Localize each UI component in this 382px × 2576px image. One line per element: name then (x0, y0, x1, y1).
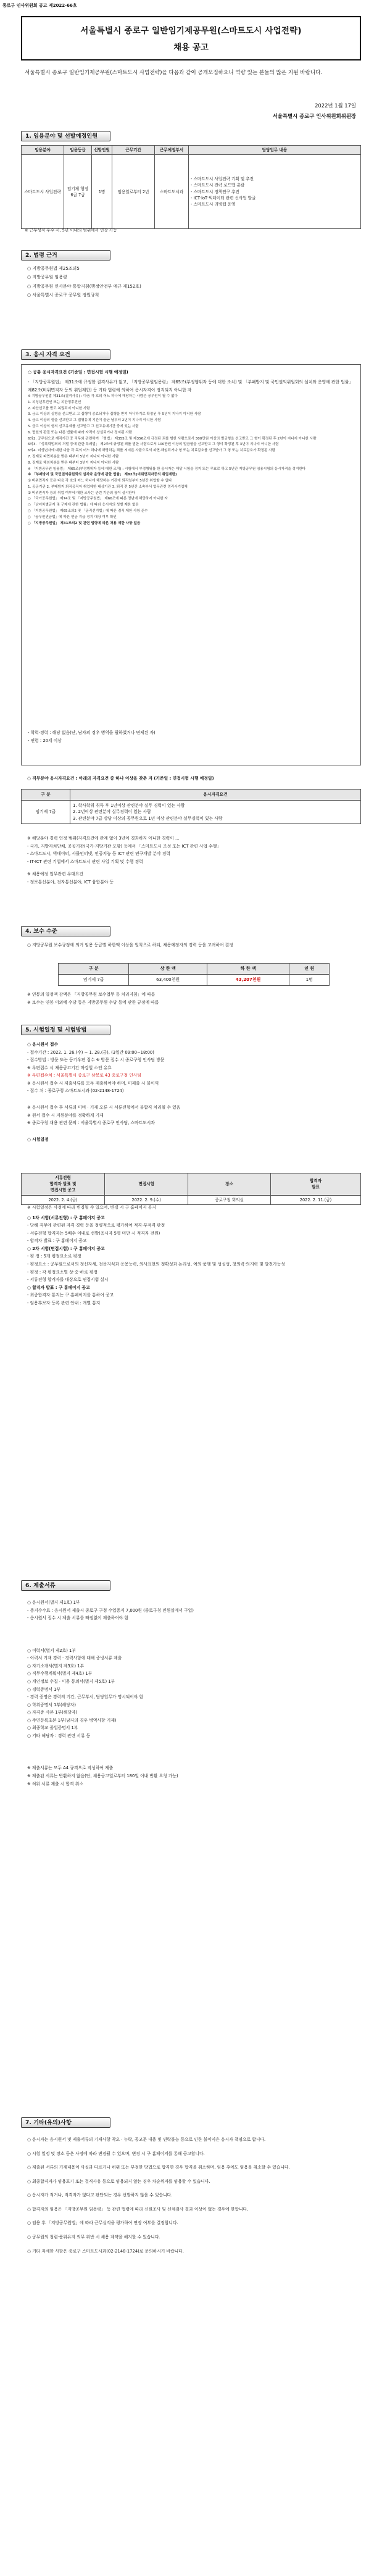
misc-line: ○ 합격자의 임용은 「지방공무원 임용령」 등 관련 법령에 따라 신원조사 및 신체검사 결과 이상이 없는 경우에 한합니다. (27, 2206, 249, 2212)
detail-req-line: 1. 학사학위 취득 후 1년이상 관련분야 실무 경력이 있는 사람 (73, 802, 185, 808)
after-line: - 스마트도시, 빅데이터, 사물인터넷, 인공지능 등 ICT 관련 연구개발 분야 경력 (27, 851, 170, 857)
cell-grade: 임기제 행정6급 7급 (64, 155, 92, 229)
misc-line: ○ 최종합격자가 임용포기 또는 결격사유 등으로 임용되지 않는 경우 차순위자를 임용할 수 있습니다. (27, 2178, 210, 2184)
after-line: ※ 해당분야 경력 인정 범위(자격요건에 관계 없이 3년이 경과하지 아니한 경력이 ... (27, 836, 180, 841)
title-line2: 채용 공고 (173, 42, 209, 52)
method-line: - 당해 직무에 관련된 자격·경력 등을 정량적으로 평가하여 적격·부적격 판정 (27, 1223, 165, 1228)
salary-table (58, 963, 330, 986)
doc-note: ※ 제출서류는 모두 A4 규격으로 작성하여 제출 (27, 1765, 114, 1771)
schedule-table (21, 1173, 361, 1205)
qual-head: ○ 공통 응시자격요건 (기준일 : 면접시험 시행 예정일) (28, 370, 128, 375)
section-7-heading: 7. 기타(유의)사항 (21, 2117, 110, 2128)
notice-date: 2022년 1월 17일 (315, 102, 356, 109)
exam-recv (27, 1041, 357, 1143)
title-box (21, 16, 361, 60)
th-sched-doc: 서류전형 합격자 발표 및 면접시험 공고 (22, 1173, 105, 1196)
qual-line: ○ 「국가공무원법」 제74조 및 「지방공무원법」 제66조에 따른 정년에 해당하지 아니한 자 (28, 497, 168, 501)
qual-line: - 「지방공무원법」 제31조에 규정한 결격사유가 없고, 「지방공무원임용령」 제65조(부정행위자 등에 대한 조치) 및 「부패방지 및 국민권익위원회의 설치와 운영에 관한 법률」 제82조(비위면직자 등의 취업제한) 등 기타 법령에 의하여 응시자격이 정지되지 아니한 자 (28, 380, 354, 393)
qual-line: ※ 「지방공무원 임용령」 제65조(부정행위자 등에 대한 조치) : 시험에서 부정행위를 한 응시자는 해당 시험을 정지 또는 무효로 하고 5년간 지방공무원 임용시험의 응시자격을 정지한다 (28, 467, 306, 471)
qual-line: 3. 금고 이상의 실형을 선고받고 그 집행이 종료되거나 집행을 받지 아니하기로 확정된 후 5년이 지나지 아니한 사람 (28, 412, 201, 417)
cell-sched-doc: 2022. 2. 4.(금) (22, 1195, 105, 1204)
salary-note: ※ 연봉의 일정액 감액은 「지방공무원 보수업무 등 처리지침」에 따름 (27, 992, 156, 997)
th-sched-place: 장소 (188, 1173, 271, 1196)
misc-line: ○ 응시자는 응시원서 및 제출서류의 기재사항 착오 · 누락, 공고문 내용 및 연락불능 등으로 인한 불이익은 응시자 책임으로 합니다. (27, 2137, 266, 2142)
exam-recv-line: ※ 우편접수처 : 서울특별시 종로구 삼봉로 43 종로구청 인사팀 (27, 1073, 141, 1078)
cell-sched-pass: 2022. 2. 11.(금) (270, 1195, 360, 1204)
cell-detail-label: 임기제 7급 (22, 800, 70, 824)
doc-line: ○ 경력증명서 1부 (27, 1686, 60, 1692)
cell-sal-div: 임기제 7급 (59, 974, 129, 985)
th-field: 임용분야 (22, 146, 64, 155)
doc-line: ○ 기타 해당자 : 경력 관련 서류 등 (27, 1733, 91, 1738)
exam-recv-line: ※ 응시원서 접수 시 제출서류를 모두 제출하여야 하며, 미제출 시 불이익 (27, 1080, 159, 1086)
law-item: ○ 지방공무원법 제25조의5 (27, 266, 80, 271)
law-list (27, 264, 141, 299)
section-2-heading: 2. 법령 근거 (21, 250, 110, 261)
qual-line: 4. 금고 이상의 형을 선고받고 그 집행유예 기간이 끝난 날부터 2년이 지나지 아니한 사람 (28, 419, 161, 423)
law-item: ○ 서울특별시 종로구 공무원 정원규칙 (27, 293, 99, 298)
method-line: ○ 2차 시험(면접시험) : 구 홈페이지 공고 (27, 1246, 105, 1251)
qual-line: 2. 파산선고를 받고 복권되지 아니한 사람 (28, 406, 90, 411)
th-count: 선발인원 (92, 146, 112, 155)
cell-count: 1명 (92, 155, 112, 229)
exam-recv-head: ○ 응시원서 접수 (27, 1042, 59, 1047)
misc-line: ○ 시험 일정 및 장소 등은 사정에 따라 변경될 수 있으며, 변경 시 구 홈페이지를 통해 공고합니다. (27, 2151, 205, 2156)
th-div: 구 분 (22, 790, 70, 801)
after-line: - IT·ICT 관련 기업에서 스마트도시 관련 사업 기획 및 수행 경력 (27, 859, 143, 864)
cell-sal-min: 43,207천원 (207, 974, 289, 985)
cell-sched-int: 2022. 2. 9.(수) (105, 1195, 188, 1204)
docs-list (27, 1599, 357, 1788)
qual-line: 7. 징계로 파면처분을 받은 때부터 5년이 지나지 아니한 사람 (28, 454, 119, 459)
method-line: - 평정 : 각 평정요소별 상·중·하로 평정 (27, 1269, 98, 1275)
exam-recv-line: ※ 우편접수 시 채용공고기간 마감일 소인 유효 (27, 1065, 112, 1070)
doc-line: - 응시원서 접수 시 제출 서류를 빠짐없이 제출하여야 함 (27, 1615, 129, 1621)
misc-line: ○ 제출된 서류의 기재내용이 사실과 다르거나 허위 또는 부정한 방법으로 합격한 경우 합격을 취소하며, 임용 후에도 임용을 취소할 수 있습니다. (27, 2165, 290, 2170)
method-line: - 임용후보자 등록 관련 안내 : 개별 통지 (27, 1300, 101, 1306)
exam-mid-line: ※ 응시원서 접수 후 서류의 미비 · 기재 오류 시 서류전형에서 불합격 처리될 수 있음 (27, 1104, 181, 1110)
th-grade: 임용등급 (64, 146, 92, 155)
doc-line: - 이력서 기재 경력 · 경력사항에 대해 증빙서류 제출 (27, 1656, 122, 1661)
cell-field: 스마트도시 사업전략 (22, 155, 64, 229)
th-period: 근무기간 (112, 146, 155, 155)
exam-mid-line: ※ 종로구청 채용 관련 문의 : 서울특별시 종로구 인사팀, 스마트도시과 (27, 1120, 155, 1126)
method-line: - 서류전형 합격자를 대상으로 면접시험 실시 (27, 1277, 109, 1283)
cell-sched-place: 종로구청 회의실 (188, 1195, 271, 1204)
th-sal-max: 상 한 액 (129, 964, 207, 975)
qual-line: ○ 「남녀차별금지 및 구제에 관한 법률」에 따라 응시자의 성별 제한 없음 (28, 503, 139, 507)
th-duty: 담당업무 내용 (189, 146, 361, 155)
table1-note: ※ 근무성적 우수 시, 5년 이내의 범위에서 연장 가능 (25, 228, 117, 233)
exam-recv-line: - 접수 처 : 종로구청 스마트도시과 (02-2148-1724) (27, 1088, 124, 1094)
exam-method (27, 1204, 357, 1307)
recruit-table (21, 145, 361, 229)
doc-line: ○ 학위증명서 1부(해당자) (27, 1702, 76, 1707)
law-item: ○ 지방공무원 임용령 (27, 275, 67, 280)
th-dept: 근무예정부서 (155, 146, 189, 155)
method-line: - 합격자 발표 : 구 홈페이지 공고 (27, 1238, 87, 1244)
cell-sal-cnt: 1명 (289, 974, 330, 985)
intro-text: 서울특별시 종로구 일반임기제공무원(스마트도시 사업전략)을 다음과 같이 공개모집하오니 역량 있는 분들의 많은 지원 바랍니다. (25, 70, 323, 76)
sched-note: ※ 시험일정은 사정에 따라 변경될 수 있으며, 변경 시 구 홈페이지 공지 (27, 1205, 156, 1210)
qual-line: 1. 피성년후견인 또는 피한정후견인 (28, 400, 81, 404)
misc-line: ○ 임용 후 「지방공무원법」에 따라 근무실적을 평가하여 연장 여부를 결정합니다. (27, 2220, 178, 2226)
method-line: - 서류전형 합격자는 5배수 이내로 선발(응시자 5명 미만 시 적격자 전원) (27, 1230, 160, 1236)
th-sched-pass: 합격자 발표 (270, 1173, 360, 1196)
th-sal-div: 구 분 (59, 964, 129, 975)
cell-period: 임용일로부터 2년 (112, 155, 155, 229)
cell-duty: - 스마트도시 사업전략 기획 및 추진 - 스마트도시 전략 로드맵 총괄 - 스마트도시 정책연구 추진 - ICT·loT·빅데이터 관련 신사업 발굴 - 스마트도시 리빙랩 운영 (189, 155, 361, 229)
misc-line: ○ 공무원의 청렴·품위유지 의무 위반 시 채용 계약을 해지할 수 있습니다. (27, 2234, 160, 2240)
method-line: - 평정요소 : 공무원으로서의 정신자세, 전문지식과 응용능력, 의사표현의 정확성과 논리성, 예의·품행 및 성실성, 창의력·의지력 및 발전가능성 (27, 1261, 285, 1267)
qual-line: ○ 「공무원연금법」에 따른 연금 지급 정지 대상 여부 확인 (28, 515, 117, 519)
qual-line: ○ 「지방공무원법」 제65조의2 및 「공직선거법」에 따른 겸직 제한 사항 준수 (28, 509, 148, 513)
salary-intro: ○ 지방공무원 보수규정에 의거 임용 등급별 하한액 이상을 원칙으로 하되, 채용예정자의 경력 등을 고려하여 결정 (27, 943, 233, 948)
qual-line: 6. 법원의 판결 또는 다른 법률에 따라 자격이 상실되거나 정지된 사람 (28, 430, 133, 435)
doc-line: - 증지수수료 : 응시원서 제출시 종로구 구청 수입증지 7,000원 (종로구청 민원실에서 구입) (27, 1607, 194, 1613)
sched-head: ○ 시험일정 (27, 1136, 49, 1142)
doc-line: ○ 자기소개서(별지 제3호) 1부 (27, 1663, 85, 1669)
detail-req-line: 3. 관련분야 7급 상당 이상의 공무원으로 1년 이상 관련분야 실무경력이 있는 사람 (73, 815, 223, 821)
doc-line: ○ 직무수행계획서(별지 제4호) 1부 (27, 1671, 93, 1677)
misc-list (27, 2136, 357, 2261)
qual-lines (28, 378, 355, 527)
th-sal-min: 하 한 액 (207, 964, 289, 975)
qual-line: 5. 금고 이상의 형의 선고유예를 선고받고 그 선고유예기간 중에 있는 사람 (28, 425, 139, 429)
method-line: - 평 정 : 5개 평정요소로 평정 (27, 1254, 81, 1259)
doc-line: ○ 개인정보 수집 · 이용 동의서(별지 제5호) 1부 (27, 1678, 115, 1684)
top-bar (0, 0, 382, 14)
qual-line: 6의2. 공무원으로 재직기간 중 직무와 관련하여 「형법」 제355조 및 제356조에 규정된 죄를 범한 사람으로서 300만원 이상의 벌금형을 선고받고 그 형이 확정된 후 2년이 지나지 아니한 사람 (28, 436, 317, 441)
doc-line: ○ 응시원서(별지 제1호) 1부 (27, 1600, 80, 1605)
exam-recv-line: - 접수방법 : 방문 또는 등기우편 접수 ※ 방문 접수 시 종로구청 인사팀 방문 (27, 1057, 165, 1063)
detail-table (21, 789, 361, 824)
section-1-heading: 1. 임용분야 및 선발예정인원 (21, 131, 110, 141)
th-req: 응시자격요건 (70, 790, 361, 801)
cell-detail-req (70, 800, 361, 824)
method-line: - 최종합격자 통지는 구 홈페이지를 통하여 공고 (27, 1293, 114, 1298)
qual-extra (28, 729, 355, 744)
doc-line: ○ 이력서(별지 제2호) 1부 (27, 1648, 76, 1653)
notice-org: 서울특별시 종로구 인사위원회위원장 (272, 113, 356, 119)
doc-line: - 경력 증명은 경력의 기간, 근무부서, 담당업무가 명시되어야 함 (27, 1694, 144, 1700)
section-3-heading: 3. 응시 자격 요건 (21, 349, 110, 360)
after-table-lines (27, 835, 357, 886)
th-sal-cnt: 인 원 (289, 964, 330, 975)
pref-line: ※ 채용예정 업무관련 우대요건 (27, 872, 83, 877)
qual-line: 6의4. 미성년자에 대한 다음 각 목의 어느 하나에 해당하는 죄를 저지른 사람으로서 파면·해임되거나 형 또는 치료감호를 선고받아 그 형 또는 치료감호가 확정된 사람 (28, 449, 276, 453)
doc-line: ○ 자격증 사본 1부(해당자) (27, 1710, 78, 1715)
section-5-heading: 5. 시험일정 및 시험방법 (21, 1025, 110, 1035)
salary-notes (27, 991, 357, 1006)
law-item: ○ 지방공무원 인사분야 통합지침(행정안전부 예규 제152호) (27, 283, 141, 289)
qual-extra-line: - 학력·경력 : 해당 없음(단, 남자의 경우 병역을 필하였거나 면제된 자) (28, 730, 156, 735)
doc-note: ※ 허위 서류 제출 시 합격 취소 (27, 1781, 83, 1786)
doc-note: ※ 제출된 서류는 반환하지 않음(단, 채용공고일로부터 180일 이내 반환 요청 가능) (27, 1774, 178, 1778)
doc-line: ○ 주민등록초본 1부(남자의 경우 병역사항 기재) (27, 1717, 117, 1723)
pref-line: - 정보통신분야, 전자통신분야, ICT 융합분야 등 (27, 879, 114, 885)
exam-recv-line: - 접수기간 : 2022. 1. 26.(수) ~ 1. 28.(금), (3일간 09:00~18:00) (27, 1049, 154, 1055)
misc-line: ○ 기타 자세한 사항은 종로구 스마트도시과(02-2148-1724)로 문의하시기 바랍니다. (27, 2248, 184, 2254)
qual-extra-line: - 연령 : 20세 이상 (28, 738, 62, 743)
method-line: ○ 합격자 발표 : 구 홈페이지 공고 (27, 1285, 90, 1290)
qual-line: 1. 공공기관 2. 부패방지 퇴직공직자 취업제한 대상기관 3. 퇴직 전 5년간 소속부서 업무관련 영리사기업체 (28, 485, 188, 489)
cell-sal-max: 63,400천원 (129, 974, 207, 985)
salary-note: ※ 보수는 연봉 이외에 수당 등은 지방공무원 수당 등에 관한 규정에 따름 (27, 999, 159, 1005)
title-line1: 서울특별시 종로구 일반임기제공무원(스마트도시 사업전략) (80, 26, 302, 36)
after-line: - 국가, 지방자치단체, 공공기관(국가·지방기관 포함) 등에서 「스마트도시 조성 또는 ICT 관련 사업 수행」 (27, 843, 222, 849)
qual-line: ② 비위면직자 등의 취업 여부에 대한 조사는 관련 기관의 장이 실시한다 (28, 491, 136, 495)
notice-number: 종로구 인사위원회 공고 제2022-66호 (2, 3, 77, 8)
qual-line: ① 비위면직자 등은 다음 각 호의 어느 하나에 해당하는 기관에 퇴직일부터 5년간 취업할 수 없다 (28, 479, 172, 483)
section-4-heading: 4. 보수 수준 (21, 926, 110, 936)
qual-line: ※ 지방공무원법 제31조(결격사유) : 다음 각 호의 어느 하나에 해당하는 사람은 공무원이 될 수 없다 (28, 394, 178, 399)
method-line: ○ 1차 시험(서류전형) : 구 홈페이지 공고 (27, 1215, 105, 1220)
qual-line: ○ 「지방공무원법」 제31조의2 및 관련 법령에 따른 채용 제한 사항 없음 (28, 521, 141, 525)
section-6-heading: 6. 제출서류 (21, 1580, 110, 1591)
qual-line: 8. 징계로 해임처분을 받은 때부터 3년이 지나지 아니한 사람 (28, 461, 119, 465)
detail-head: ○ 직무분야 응시자격요건 : 아래의 자격요건 중 하나 이상을 갖춘 자 (기준일 : 면접시험 시행 예정일) (27, 776, 214, 781)
detail-req-line: 2. 2년이상 관련분야 실무경력이 있는 사람 (73, 809, 151, 815)
th-sched-int: 면접시험 (105, 1173, 188, 1196)
qual-line: ※ 「부패방지 및 국민권익위원회의 설치와 운영에 관한 법률」 제82조(비위면직자등의 취업제한) (28, 473, 177, 477)
qual-line: 6의3. 「성폭력범죄의 처벌 등에 관한 특례법」 제2조에 규정된 죄를 범한 사람으로서 100만원 이상의 벌금형을 선고받고 그 형이 확정된 후 3년이 지나지 아니한 사람 (28, 443, 279, 447)
cell-dept: 스마트도시과 (155, 155, 189, 229)
exam-mid-line: ※ 원서 접수 시 지원분야를 정확하게 기재 (27, 1112, 104, 1118)
qualification-box (21, 364, 361, 765)
misc-line: ○ 응시자가 적거나, 적격자가 없다고 판단되는 경우 선발하지 않을 수 있습니다. (27, 2193, 173, 2198)
doc-line: ○ 최종학교 졸업증명서 1부 (27, 1725, 78, 1731)
